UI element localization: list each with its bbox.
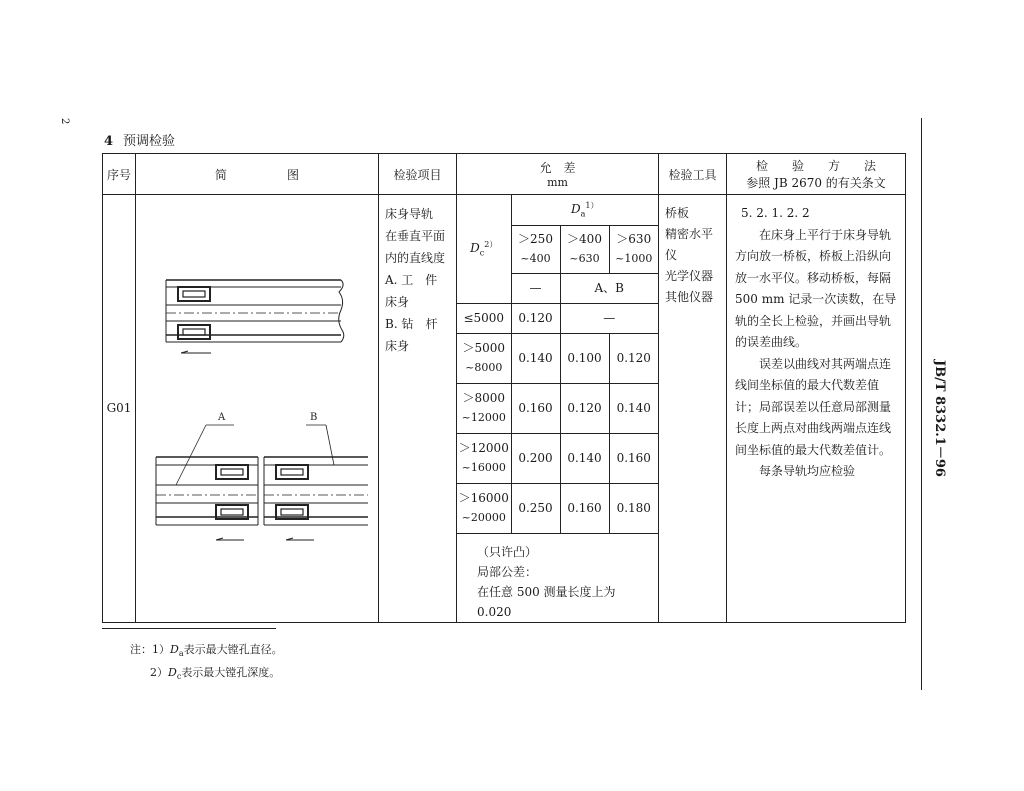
- dc-subscript: c: [479, 247, 485, 257]
- type-cell: A、B: [560, 273, 658, 303]
- da-range-bottom: ~400: [520, 252, 551, 265]
- header-method: [727, 154, 906, 195]
- inspection-table: [102, 153, 906, 623]
- header-item: 检验项目: [379, 154, 457, 195]
- footnote-1-text: 表示最大镗孔直径。: [183, 643, 283, 656]
- item-line: A. 工 件: [385, 273, 438, 287]
- tolerance-value: 0.200: [511, 433, 560, 483]
- section-title: 预调检验: [123, 134, 176, 149]
- tolerance-value: 0.180: [609, 483, 658, 533]
- da-symbol: D: [571, 201, 581, 216]
- header-tolerance-unit: mm: [547, 176, 568, 189]
- dc-range-top: ＞12000: [458, 441, 509, 455]
- type-cell: —: [511, 273, 560, 303]
- dc-range: [457, 383, 511, 433]
- inspection-method: [727, 195, 906, 623]
- item-line: B. 钻 杆: [385, 317, 438, 331]
- diagram-label-b: B: [310, 412, 318, 423]
- tool-line: 精密水平: [665, 227, 714, 241]
- footnote-2: [150, 664, 280, 681]
- dc-range: [457, 483, 511, 533]
- tool-line: 其他仪器: [665, 290, 714, 304]
- da-header: [511, 195, 658, 225]
- tool-line: 光学仪器: [665, 269, 714, 283]
- tolerance-value: 0.140: [560, 433, 609, 483]
- tolerance-value: 0.120: [609, 333, 658, 383]
- da-range: [560, 225, 609, 273]
- footnote-1-prefix: 注：1）: [130, 643, 170, 656]
- dc-range-bottom: ~16000: [461, 461, 506, 474]
- footnote-1-symbol: D: [170, 643, 179, 656]
- dc-range-top: ＞8000: [462, 391, 506, 405]
- da-subscript: a: [580, 208, 586, 218]
- da-range-top: ＞630: [616, 232, 652, 246]
- tolerance-value: 0.250: [511, 483, 560, 533]
- method-paragraph: 每条导轨均应检验: [759, 464, 856, 478]
- tolerance-cell: [457, 195, 659, 623]
- page-number: 2: [59, 118, 70, 125]
- footnote-2-subscript: c: [176, 672, 182, 682]
- tolerance-value: 0.100: [560, 333, 609, 383]
- guideway-sketch: [136, 195, 379, 615]
- row-seq: G01: [103, 195, 136, 623]
- item-line: 床身: [385, 339, 410, 353]
- diagram-cell: [136, 195, 379, 623]
- header-seq: 序号: [103, 154, 136, 195]
- method-paragraph: 误差以曲线对其两端点连线间坐标值的最大代数差值计；局部误差以任意局部测量长度上两点对曲线两端点连线间坐标值的最大代数差值计。: [735, 356, 892, 457]
- tool-line: 桥板: [665, 206, 690, 220]
- footnote-rule: [102, 628, 276, 629]
- footnote-2-text: 表示最大镗孔深度。: [181, 666, 281, 679]
- tolerance-notes: [457, 533, 658, 622]
- section-heading: [104, 130, 175, 149]
- dc-range: [457, 433, 511, 483]
- tolerance-value: 0.140: [511, 333, 560, 383]
- header-method-title: 检 验 方 法: [755, 159, 876, 173]
- dc-header: [457, 195, 511, 303]
- note-line: （只许凸）: [477, 544, 538, 559]
- method-clause: 5. 2. 1. 2. 2: [741, 206, 810, 220]
- da-range-top: ＞400: [567, 232, 602, 246]
- dc-range-bottom: ~20000: [461, 511, 506, 524]
- dc-range-top: ＞5000: [462, 341, 506, 355]
- tolerance-value: 0.160: [609, 433, 658, 483]
- header-tolerance: [457, 154, 659, 195]
- inspection-item: [379, 195, 457, 623]
- item-line: 床身导轨: [385, 207, 434, 221]
- margin-rule: [921, 118, 922, 690]
- diagram-label-a: A: [218, 412, 226, 423]
- inspection-tools: [659, 195, 727, 623]
- item-line: 在垂直平面: [385, 229, 446, 243]
- item-line: 内的直线度: [385, 251, 446, 265]
- dc-footnote-ref: 2）: [484, 239, 498, 249]
- tool-line: 仪: [665, 248, 678, 262]
- footnote-1-subscript: a: [178, 649, 184, 659]
- method-paragraph: 在床身上平行于床身导轨方向放一桥板，桥板上沿纵向放一水平仪。移动桥板，每隔 500 mm 记录一次读数，在导轨的全长上检验，并画出导轨的误差曲线。: [735, 227, 897, 349]
- footnote-2-prefix: 2）: [150, 666, 168, 679]
- header-method-ref: 参照 JB 2670 的有关条文: [746, 176, 886, 190]
- section-number: 4: [104, 134, 114, 149]
- tolerance-value: 0.120: [511, 303, 560, 333]
- tolerance-value: 0.120: [560, 383, 609, 433]
- tolerance-value: 0.160: [560, 483, 609, 533]
- note-line: 在任意 500 测量长度上为 0.020: [477, 584, 616, 619]
- dc-range: ≤5000: [457, 303, 511, 333]
- tolerance-table: [457, 195, 658, 622]
- header-diagram: 简 图: [136, 154, 379, 195]
- note-line: 局部公差：: [477, 564, 538, 579]
- tolerance-value: —: [560, 303, 658, 333]
- tolerance-value: 0.160: [511, 383, 560, 433]
- dc-range: [457, 333, 511, 383]
- da-range-bottom: ~630: [569, 252, 600, 265]
- da-footnote-ref: 1）: [585, 200, 599, 210]
- header-tool: 检验工具: [659, 154, 727, 195]
- da-range-top: ＞250: [518, 232, 553, 246]
- dc-range-bottom: ~12000: [461, 411, 506, 424]
- dc-range-top: ＞16000: [458, 491, 509, 505]
- dc-symbol: D: [470, 240, 480, 255]
- da-range: [511, 225, 560, 273]
- da-range: [609, 225, 658, 273]
- dc-range-bottom: ~8000: [465, 361, 503, 374]
- tolerance-value: 0.140: [609, 383, 658, 433]
- footnote-1: [130, 641, 283, 658]
- header-tolerance-title: 允 差: [539, 161, 576, 175]
- standard-code: JB/T 8332.1－96: [932, 360, 947, 477]
- footnote-2-symbol: D: [168, 666, 177, 679]
- item-line: 床身: [385, 295, 410, 309]
- da-range-bottom: ~1000: [615, 252, 653, 265]
